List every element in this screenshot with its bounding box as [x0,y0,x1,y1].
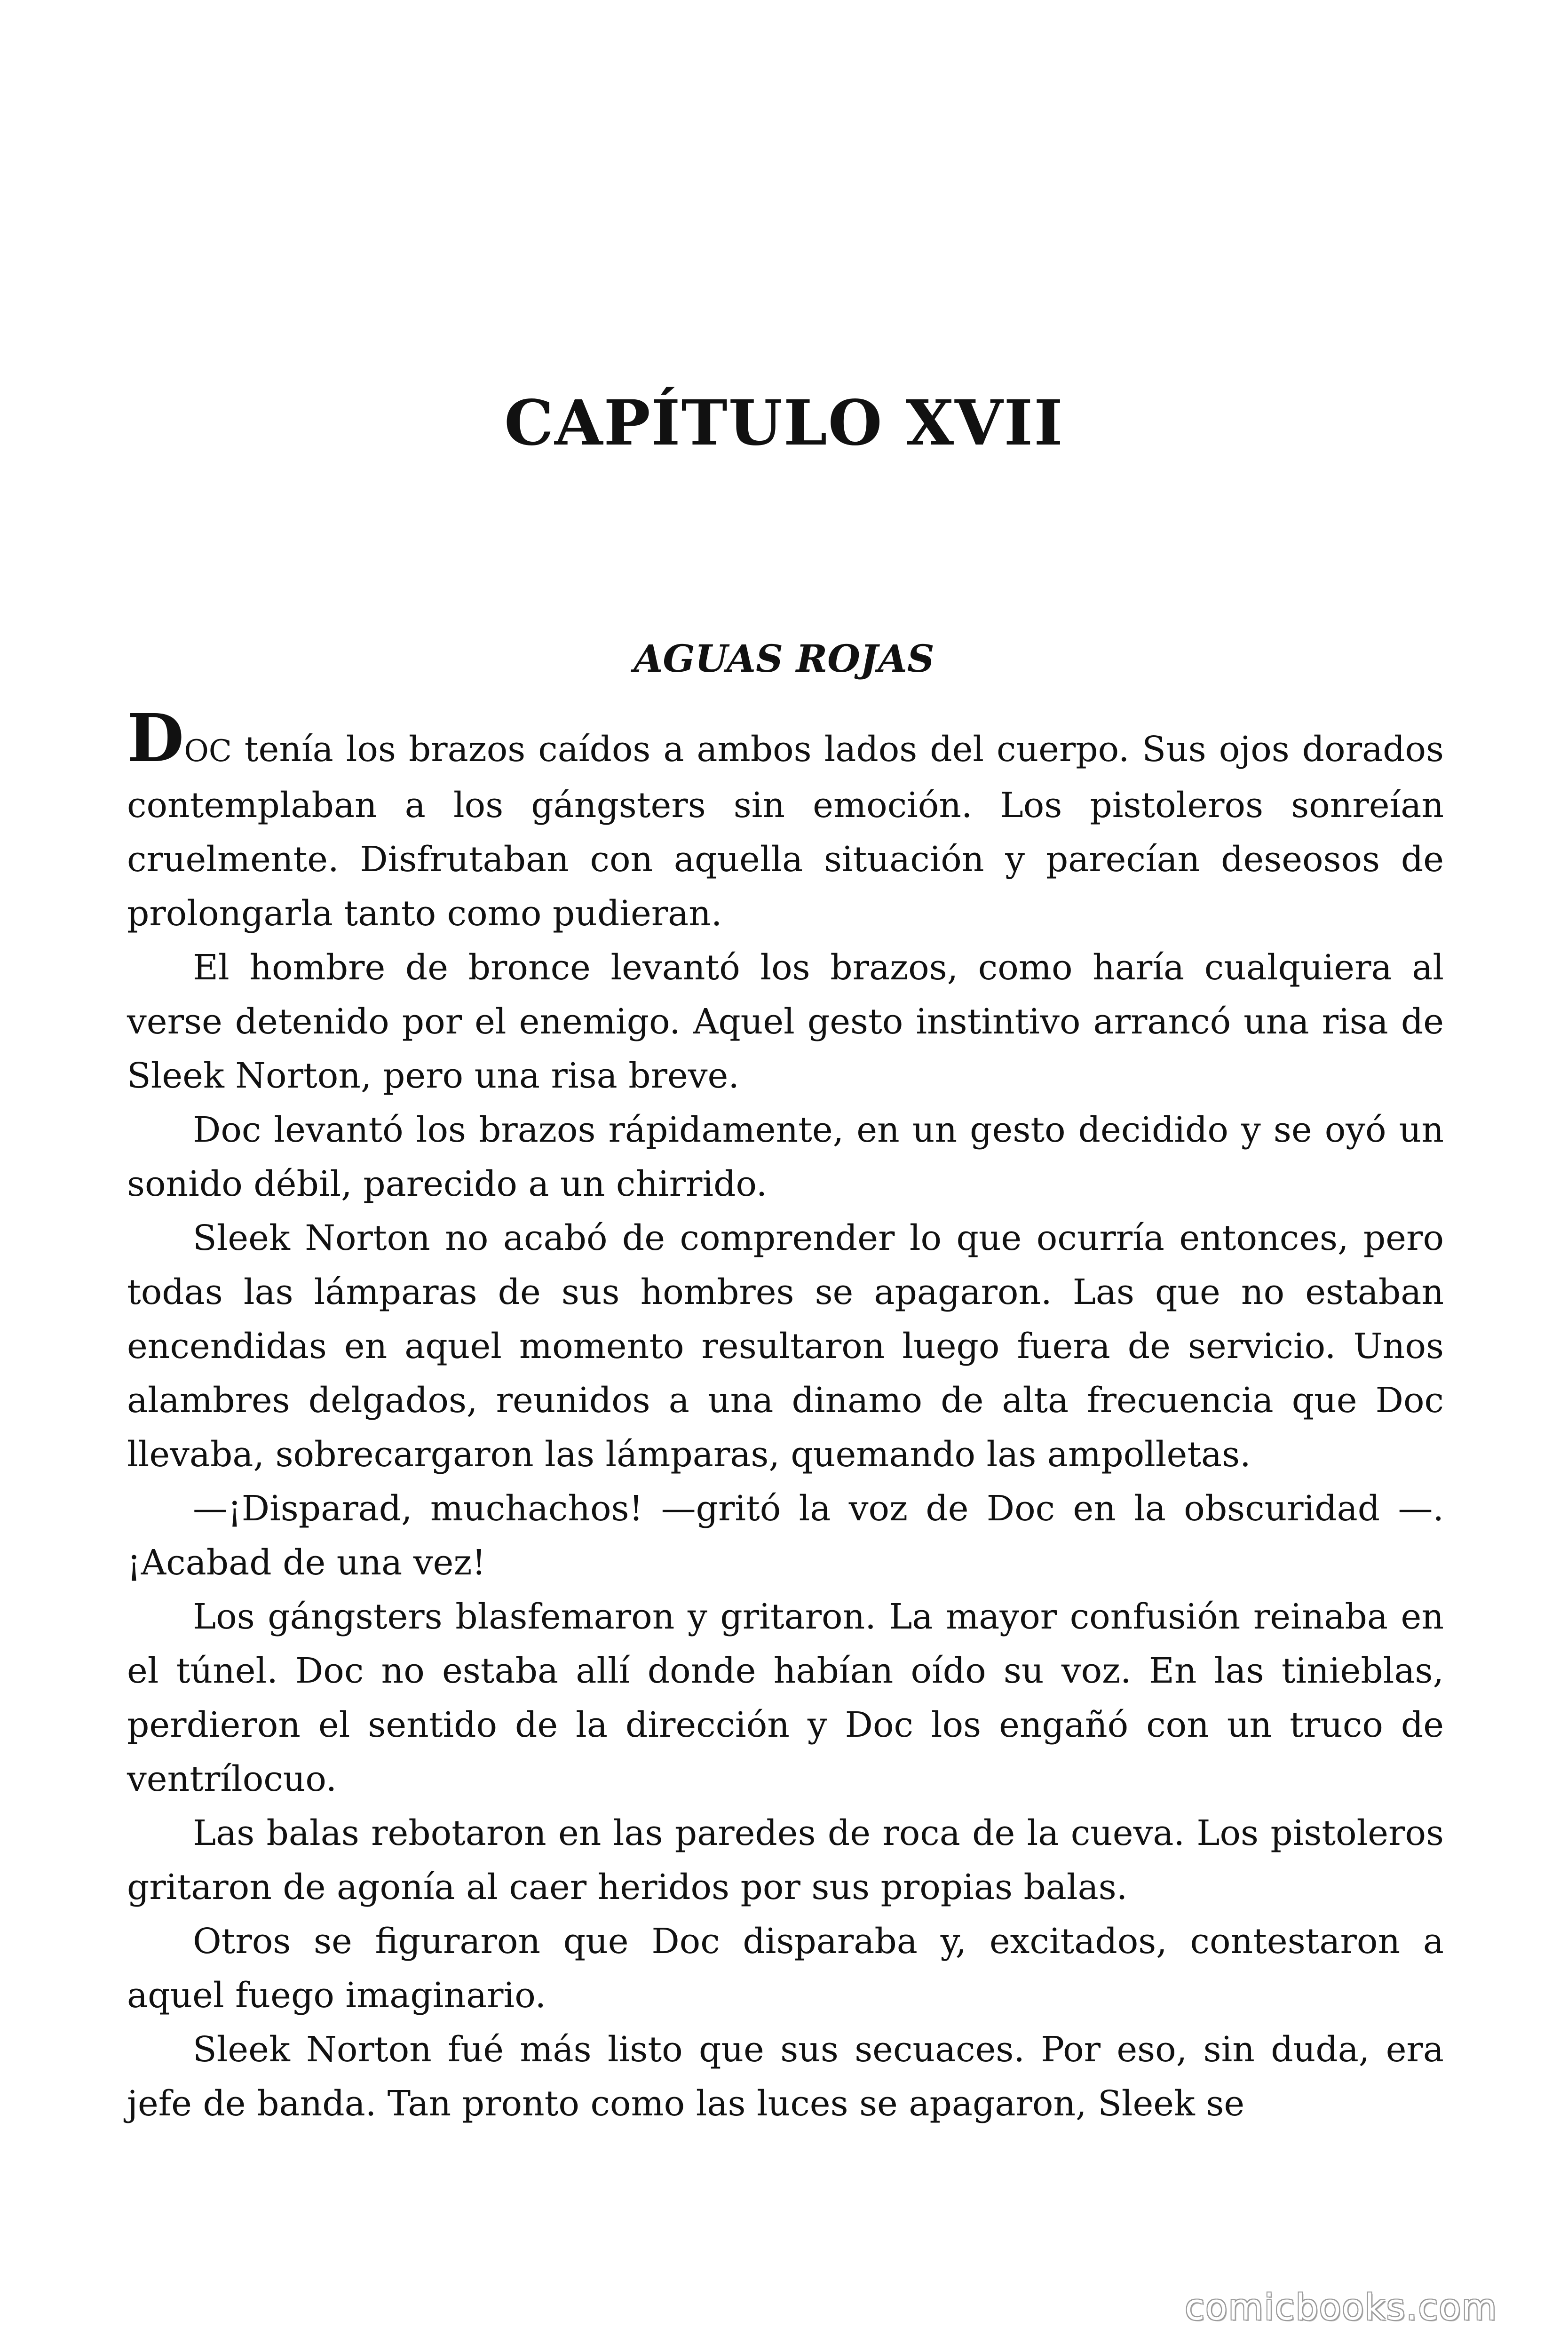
paragraph-5: —¡Disparad, muchachos! —gritó la voz de Doc en la obscuridad —. ¡Acabad de una vez! [127,1488,1444,1583]
paragraph-7: Las balas rebotaron en las paredes de roca de la cueva. Los pistoleros gritaron de agonía al caer heridos por sus propias balas. [127,1813,1444,1907]
small-caps: OC [184,734,232,769]
chapter-body [127,700,1444,2131]
paragraph-1 [127,700,1444,941]
paragraph-2: El hombre de bronce levantó los brazos, como haría cualquiera al verse detenido por el enemigo. Aquel gesto instintivo arrancó una risa de Sleek Norton, pero una risa breve. [127,947,1444,1096]
watermark: comicbooks.com [1185,2286,1497,2328]
chapter-title: CAPÍTULO XVII [504,387,1064,460]
chapter-subtitle: AGUAS ROJAS [634,636,934,681]
paragraph-9: Sleek Norton fué más listo que sus secuaces. Por eso, sin duda, era jefe de banda. Tan pronto como las luces se apagaron, Sleek se [127,2029,1444,2124]
paragraph-4: Sleek Norton no acabó de comprender lo que ocurría entonces, pero todas las lámparas de sus hombres se apagaron. Las que no estaban encendidas en aquel momento resultaron luego fuera de servicio. Unos alambres delgados, reunidos a una dinamo de alta frecuencia que Doc llevaba, sobrecargaron las lámparas, quemando las ampolletas. [127,1218,1444,1475]
paragraph-1-text: tenía los brazos caídos a ambos lados del cuerpo. Sus ojos dorados contemplaban a los gángsters sin emoción. Los pistoleros sonreían cruelmente. Disfrutaban con aquella situación y parecían deseosos de prolongarla tanto como pudieran. [127,729,1444,934]
paragraph-6: Los gángsters blasfemaron y gritaron. La mayor confusión reinaba en el túnel. Doc no estaba allí donde habían oído su voz. En las tinieblas, perdieron el sentido de la dirección y Doc los engañó con un truco de ventrílocuo. [127,1597,1444,1799]
drop-cap: D [127,700,184,777]
paragraph-8: Otros se figuraron que Doc disparaba y, excitados, contestaron a aquel fuego imaginario. [127,1921,1444,2016]
paragraph-3: Doc levantó los brazos rápidamente, en un gesto decidido y se oyó un sonido débil, parecido a un chirrido. [127,1110,1444,1204]
